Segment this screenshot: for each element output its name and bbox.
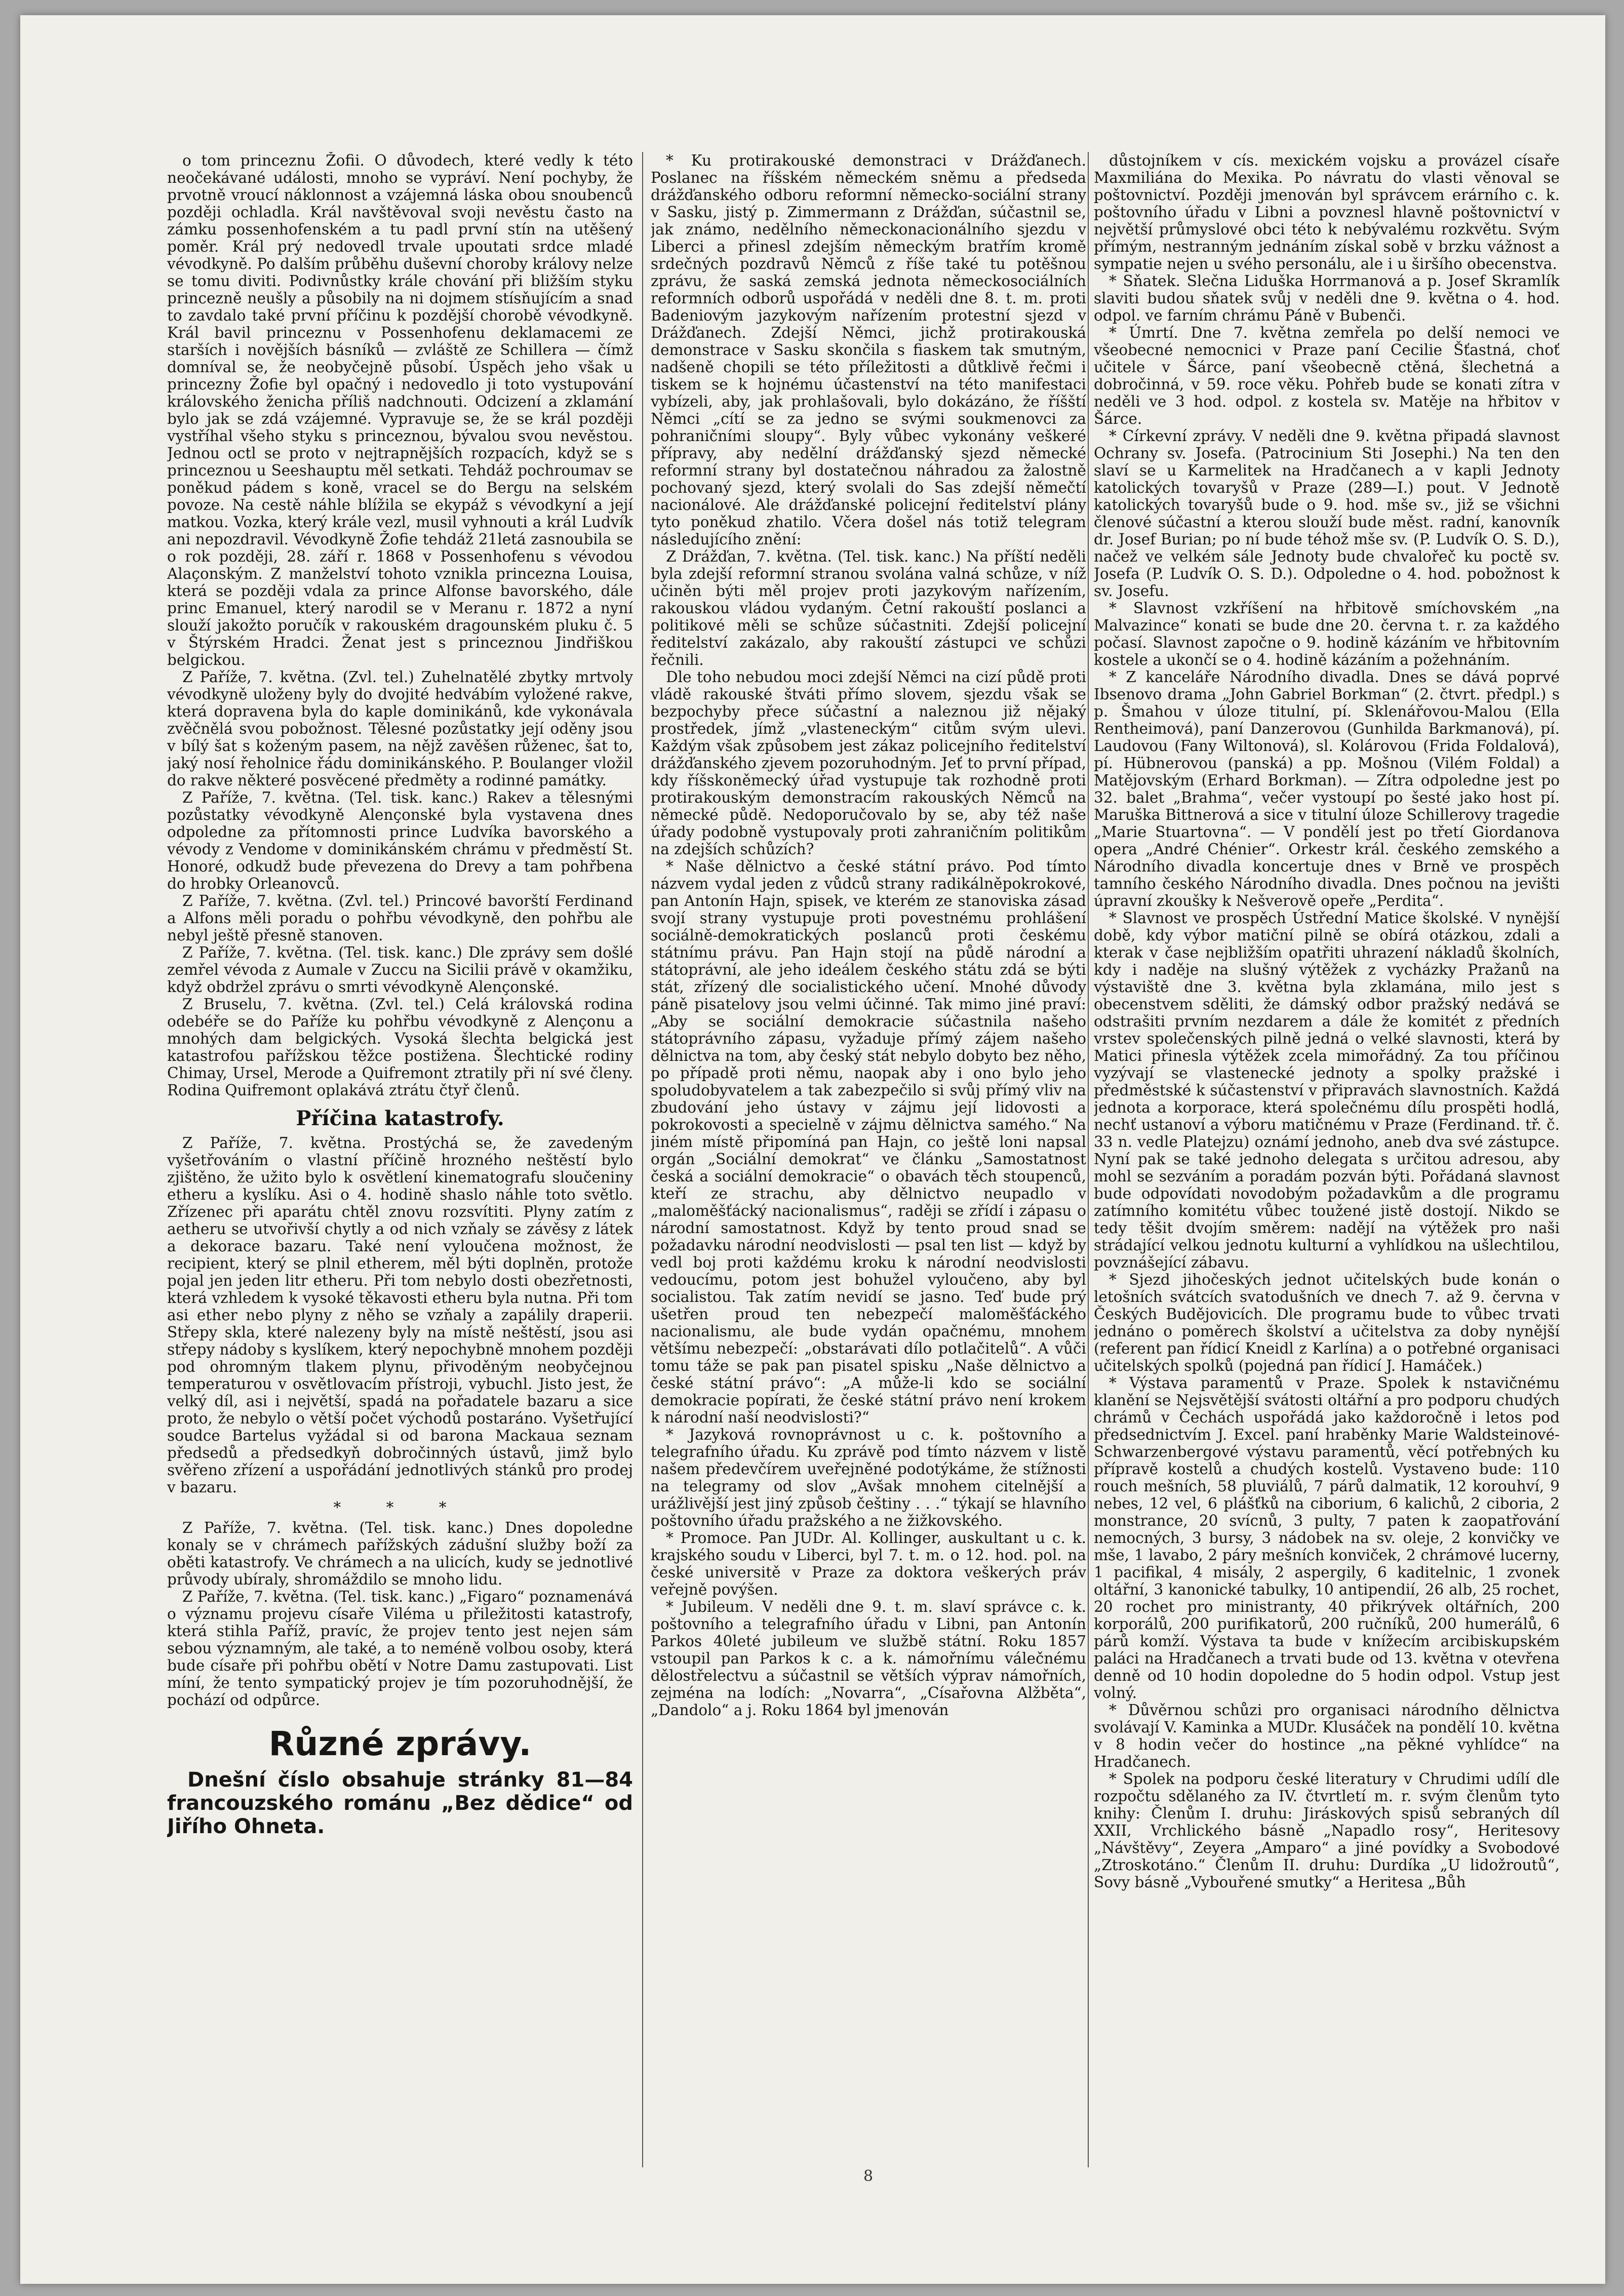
article-paragraph: * Slavnost vzkříšení na hřbitově smíchovském „na Malvazince“ konati se bude dne 20. června t. r. za každého počasí. Slavnost započne o 9. hodině kázáním ve hřbitovním kostele a ukončí se o 4. hodině kázáním a požehnáním. (1094, 600, 1560, 668)
section-heading-large: Různé zprávy. (268, 1724, 532, 1763)
article-paragraph: Z Paříže, 7. května. Prostýchá se, že zavedeným vyšetřováním o vlastní příčině hrozného neštěstí bylo zjištěno, že užito bylo k osvětlení kinematografu sloučeniny etheru a kyslíku. Asi o 4. hodině shaslo náhle toto světlo. Zřízenec při aparátu chtěl znovu rozsvítiti. Plyny zatím z aetheru se utvořivší chytly a od nich vzňaly se závěsy z látek a dekorace bazaru. Také není vyloučena možnost, že recipient, který se plnil etherem, měl býti doplněn, protože pojal jen jeden litr etheru. Při tom nebylo dosti obezřetnosti, která vzhledem k vysoké těkavosti etheru byla nutna. Při tom asi ether nebo plyny z něho se vzňaly a zapálily draperii. Střepy skla, které nalezeny byly na místě neštěstí, jsou asi střepy nádoby s kyslíkem, který nepochybně mnohem později pod ohromným tlakem plynu, přivoděným neobyčejnou temperaturou v osvětlovacím přístroji, vybuchl. Jisto jest, že velký díl, asi i největší, spadá na pořadatele bazaru a sice proto, že nebylo o větší počet východů postaráno. Vyšetřující soudce Bartelus vyžádal si od barona Mackaua seznam předsedů a předsedkyň dobročinných ústavů, jimž bylo svěřeno zřízení a uspořádání jednotlivých stánků pro prodej v bazaru. (167, 1134, 633, 1496)
article-paragraph: * Církevní zprávy. V neděli dne 9. května připadá slavnost Ochrany sv. Josefa. (Patrocinium Sti Josephi.) Na ten den slaví se u Karmelitek na Hradčanech a v kapli Jednoty katolických tovaryšů v Praze (289—I.) pout. V Jednotě katolických tovaryšů bude o 9. hod. mše sv., již se všichni členové súčastní a kterou slouží bude měst. radní, kanovník dr. Josef Burian; po ní bude téhož mše sv. (P. Ludvík O. S. D.), načež ve velkém sále Jednoty bude chvalořeč ku poctě sv. Josefa (P. Ludvík O. S. D.). Odpoledne o 4. hod. pobožnost k sv. Josefu. (1094, 427, 1560, 600)
article-paragraph: Z Paříže, 7. května. (Tel. tisk. kanc.) Rakev a tělesnými pozůstatky vévodkyně Alençonské byla vystavena dnes odpoledne za přítomnosti prince Ludvíka bavorského a vévody z Vendome v dominikánském chrámu v předměstí St. Honoré, odkudž bude převezena do Drevy a tam pohřbena do hrobky Orleanovců. (167, 789, 633, 892)
article-paragraph: * Slavnost ve prospěch Ústřední Matice školské. V nynější době, kdy výbor matiční pilně se obírá otázkou, zdali a kterak v čase nejbližším opatřiti uhrazení nákladů školních, kdy i naděje na slušný výtěžek z vycházky Pražanů na výstaviště dne 3. května byla zklamána, milo jest s obecenstvem sděliti, že dámský odbor pražský nedává se odstrašiti prvním nezdarem a dále že komitét z předních vrstev společenských pilně jedná o velké slavnosti, která by Matici přinesla výtěžek zcela mimořádný. Za tou příčinou vyzývají se vlastenecké jednoty a spolky pražské i předměstské k súčastenství v připravách slavnostních. Každá jednota a korporace, která společnému dílu prospěti hodlá, nechť ustanoví a výboru matičnému v Praze (Ferdinand. tř. č. 33 n. vedle Platejzu) oznámí jednoho, aneb dva své zástupce. Nyní pak se také jednoho delegata s určitou adresou, aby mohl se sezváním a poradám pozván býti. Pořádaná slavnost bude odpovídati novodobým požadavkům a dle programu zatímního komitétu vůbec toužené jistě dostojí. Nikdo se tedy těšit dvojím směrem: nadějí na výtěžek pro naši strádající velkou jednotu kulturní a vyhlídkou na ušlechtilou, povznášející zábavu. (1094, 909, 1560, 1271)
article-paragraph: Z Paříže, 7. května. (Zvl. tel.) Zuhelnatělé zbytky mrtvoly vévodkyně uloženy byly do dvojité hedvábím vyložené rakve, která dopravena byla do kaple dominikánů, kde vykonávala zvěčnělá svou pobožnost. Tělesné pozůstatky její oděny jsou v bílý šat s koženým pasem, na nějž zavěšen růženec, šat to, jaký nosí řeholnice řádu dominikánského. P. Boulanger vložil do rakve některé posvěcené předměty a rodinné památky. (167, 668, 633, 789)
supplement-notice: Dnešní číslo obsahuje stránky 81—84 francouzského románu „Bez dědice“ od Jiřího Ohneta. (167, 1768, 633, 1838)
page-mark: 8 (863, 2167, 874, 2185)
separator-stars: * * * (333, 1499, 467, 1516)
article-paragraph: * Jubileum. V neděli dne 9. t. m. slaví správce c. k. poštovního a telegrafního úřadu v Libni, pan Antonín Parkos 40leté jubileum ve službě státní. Roku 1857 vstoupil pan Parkos k c. a k. námořnímu válečnému dělostřelectvu a súčastnil se větších výprav námořních, zejména na lodích: „Novarra“, „Císařovna Alžběta“, „Dandolo“ a j. Roku 1864 byl jmenován (651, 1598, 1086, 1719)
article-paragraph: * Výstava paramentů v Praze. Spolek k nstavičnému klanění se Nejsvětější svátosti oltářní a pro podporu chudých chrámů v Čechách uspořádá jako každoročně i letos pod předsednictvím J. Excel. paní hraběnky Marie Waldsteinové-Schwarzenbergové výstavu paramentů, věcí potřebných ku přípravě kostelů a chudých kostelů. Vystaveno bude: 110 rouch mešních, 58 pluviálů, 7 párů dalmatik, 12 korouhví, 9 nebes, 12 vel, 6 plášťků na ciborium, 6 kalichů, 2 ciboria, 2 monstrance, 20 svícnů, 3 pulty, 7 paten k zaopatřování nemocných, 3 bursy, 3 nádobek na sv. oleje, 2 konvičky ve mše, 1 lavabo, 2 páry mešních konviček, 2 chrámové lucerny, 1 pacifikal, 4 misály, 2 aspergily, 6 kaditelnic, 1 zvonek oltářní, 3 kanonické tabulky, 10 antipendií, 26 alb, 25 rochet, 20 rochet pro ministranty, 40 přikrývek oltářních, 200 korporálů, 200 purifikatorů, 200 ručníků, 200 humerálů, 6 párů komží. Výstava ta bude v knížecím arcibiskupském paláci na Hradčanech a trvati bude od 13. května v otevřena denně od 10 hodin dopoledne do 5 hodin odpol. Vstup jest volný. (1094, 1374, 1560, 1701)
article-paragraph: * Sňatek. Slečna Liduška Horrmanová a p. Josef Skramlík slaviti budou sňatek svůj v neděli dne 9. května o 4. hod. odpol. ve farním chrámu Páně v Bubenči. (1094, 272, 1560, 324)
article-paragraph: Z Drážďan, 7. května. (Tel. tisk. kanc.) Na příští neděli byla zdejší reformní stranou svolána valná schůze, v níž učiněn býti měl projev proti jazykovým nařízením, rakouskou vládou vydaným. Četní rakouští poslanci a politikové měli se schůze súčastniti. Zdejší policejní ředitelství zakázalo, aby rakouští zástupci ve schůzi řečnili. (651, 548, 1086, 668)
article-paragraph: Z Paříže, 7. května. (Zvl. tel.) Princové bavorští Ferdinand a Alfons měli poradu o pohřbu vévodkyně, den pohřbu ale nebyl ještě přesně stanoven. (167, 892, 633, 944)
column-left (167, 152, 633, 1955)
column-divider (1088, 152, 1089, 2167)
newspaper-page (20, 15, 1605, 2284)
article-paragraph: * Sjezd jihočeských jednot učitelských bude konán o letošních svátcích svatodušních ve dnech 7. až 9. června v Českých Budějovicích. Dle programu bude to vůbec trvati jednáno o poměrech školství a učitelstva za doby nynější (referent pan řídicí Kneidl z Karlína) a o potřebné organisaci učitelských spolků (pojedná pan řídicí J. Hamáček.) (1094, 1271, 1560, 1374)
article-paragraph: Dle toho nebudou moci zdejší Němci na cizí půdě proti vládě rakouské štváti přímo slovem, sjezdu však se bezpochyby přece súčastní a naleznou již nějaký prostředek, jímž „vlasteneckým“ citům svým ulevi. Každým však způsobem jest zákaz policejního ředitelství drážďanského zjevem pozoruhodným. Jeť to první případ, kdy říšskoněmecký úřad vystupuje tak rozhodně proti protirakouským demonstracím rakouských Němců na německé půdě. Nedoporučovalo by se, aby též naše úřady podobně vystupovaly proti zahraničním politikům na zdejších schůzích? (651, 668, 1086, 858)
article-paragraph: Z Paříže, 7. května. (Tel. tisk. kanc.) Dle zprávy sem došlé zemřel vévoda z Aumale v Zuccu na Sicilii právě v okamžiku, když obdržel zprávu o smrti vévodkyně Alençonské. (167, 944, 633, 996)
article-paragraph: * Promoce. Pan JUDr. Al. Kollinger, auskultant u c. k. krajského soudu v Liberci, byl 7. t. m. o 12. hod. pol. na české universitě v Praze za doktora veškerých práv veřejně povýšen. (651, 1529, 1086, 1598)
article-paragraph: * Spolek na podporu české literatury v Chrudimi udílí dle rozpočtu sdělaného za IV. čtvrtletí m. r. svým členům tyto knihy: Členům I. druhu: Jiráskových spisů sebraných díl XXII, Vrchlického básně „Napadlo rosy“, Heritesovy „Návštěvy“, Zeyera „Amparo“ a jiné povídky a Svobodové „Ztroskotáno.“ Členům II. druhu: Durdíka „U lidožroutů“, Sovy básně „Vybouřené smutky“ a Heritesa „Bůh (1094, 1770, 1560, 1891)
article-paragraph: * Úmrtí. Dne 7. května zemřela po delší nemoci ve všeobecné nemocnici v Praze paní Cecilie Šťastná, choť učitele v Šárce, paní všeobecně ctěná, šlechetná a dobročinná, v 59. roce věku. Pohřeb bude se konati zítra v neděli ve 3 hod. odpol. z kostela sv. Matěje na hřbitov v Šárce. (1094, 324, 1560, 427)
article-paragraph: Z Bruselu, 7. května. (Zvl. tel.) Celá královská rodina odebéře se do Paříže ku pohřbu vévodkyně z Alençonu a mnohých dam belgických. Vysoká šlechta belgická jest katastrofou pařížskou těžce postižena. Šlechtické rodiny Chimay, Ursel, Merode a Quifremont ztratily při ní své členy. Rodina Quifremont oplakává ztrátu čtyř členů. (167, 996, 633, 1099)
article-paragraph: * Jazyková rovnoprávnost u c. k. poštovního a telegrafního úřadu. Ku zprávě pod tímto názvem v listě našem předevčírem uveřejněné podotýkáme, že stížnosti na telegramy od slov „Avšak mnohem citelnější a urážlivější jest jiný způsob češtiny . . .“ týkají se hlavního poštovního úřadu pražského a ne žižkovského. (651, 1426, 1086, 1529)
article-paragraph: * Důvěrnou schůzi pro organisaci národního dělnictva svolávají V. Kaminka a MUDr. Klusáček na pondělí 10. května v 8 hodin večer do hostince „na pěkné vyhlídce“ na Hradčanech. (1094, 1701, 1560, 1770)
article-paragraph: * Naše dělnictvo a české státní právo. Pod tímto názvem vydal jeden z vůdců strany radikálněpokrokové, pan Antonín Hajn, spisek, ve kterém ze stanoviska zásad svojí strany vystupuje proti povestnému prohlášení sociálně-demokratických poslanců proti českému státnímu právu. Pan Hajn stojí na půdě národní a státoprávní, ale jeho ideálem českého státu zdá se býti stát, zřízený dle socialistického učení. Mnohé důvody páně pisatelovy jsou velmi účinné. Tak mimo jiné praví: „Aby se sociální demokracie súčastnila našeho státoprávního zápasu, vyžaduje přímý zájem našeho dělnictva na tom, aby český stát nebylo dobyto bez něho, po případě proti němu, naopak aby i ono bylo jeho spoludobyvatelem a tak zabezpečilo si svůj přímý vliv na zbudování jeho ústavy v zájmu její lidovosti a pokrokovosti a specielně v zájmu dělnictva samého.“ Na jiném místě připomíná pan Hajn, co ještě loni napsal orgán „Sociální demokrat“ ve článku „Samostatnost česká a sociální demokracie“ o obavách těch stoupenců, kteří ze strachu, aby dělnictvo neupadlo v „maloměšťácký nacionalismus“, raději se zřídí i zápasu o národní samostatnost. Když by tento proud snad se požadavku národní neodvislosti — psal ten list — když by vedl boj proti každému kroku k národní neodvislosti vedoucímu, potom jest bohužel vyloučeno, aby byl socialistou. Tak zatím nevidí se jasno. Teď bude prý ušetřen proud ten nebezpečí maloměšťáckého nacionalismu, ale bude vydán opačnému, mnohem většímu nebezpečí: „obstarávati dílo potlačitelů“. A vůči tomu táže se pak pan pisatel spisku „Naše dělnictvo a české státní právo“: „A může-li kdo se sociální demokracie popírati, že české státní právo není krokem k národní naší neodvislosti?“ (651, 858, 1086, 1426)
article-paragraph: o tom princeznu Žofii. O důvodech, které vedly k této neočekávané události, mnoho se vypráví. Není pochyby, že prvotně vroucí náklonnost a vzájemná láska obou snoubenců později ochladla. Král navštěvoval svoji nevěstu často na zámku possenhofenském a tu padl první stín na utěšený poměr. Král prý nedovedl trvale upoutati srdce mladé vévodkyně. Po dalším průběhu duševní choroby královy nelze se tomu diviti. Podivnůstky krále chování při bližším styku princezně neušly a působily na ni dojmem stísňujícím a snad to zavdalo také první příčinu k pozdější chorobě vévodkyně. Král bavil princeznu v Possenhofenu deklamacemi ze starších i novějších básníků — zvláště ze Schillera — čímž domníval se, že neobyčejně působí. Úspěch jeho však u princezny Žofie byl opačný i nedovedlo ji toto vystupování královského ženicha příliš nadchnouti. Odcizení a zklamání bylo jak se zdá vzájemné. Vypravuje se, že se král později vystříhal všeho styku s princeznou, bývalou svou nevěstou. Jednou octl se proto v nejtrapnějších rozpacích, když se s princeznou u Seeshauptu měl setkati. Tehdáž pochroumav se poněkud pádem s koně, vracel se do Bergu na selském povoze. Na cestě náhle blížila se ekypáž s vévodkyní a její matkou. Vozka, který krále vezl, musil vyhnouti a král Ludvík ani nepozdravil. Vévodkyně Žofie tehdáž 21letá zasnoubila se o rok později, 28. září r. 1868 v Possenhofenu s vévodou Alaçonským. Z manželství tohoto vznikla princezna Louisa, která se později vdala za prince Alfonse bavorského, dále princ Emanuel, který narodil se v Meranu r. 1872 a nyní slouží jakožto poručík v rakouském dragounském pluku č. 5 v Štýrském Hradci. Ženat jest s princeznou Jindřiškou belgickou. (167, 152, 633, 668)
article-paragraph: * Ku protirakouské demonstraci v Drážďanech. Poslanec na říšském německém sněmu a předseda drážďanského odboru reformní německo-sociální strany v Sasku, jistý p. Zimmermann z Drážďan, súčastnil se, jak známo, nedělního německonacionálního sjezdu v Liberci a přinesl zdejším německým bratřím kromě srdečných pozdravů Němců z říše také tu potěšnou zprávu, že saská zemská jednota německosociálních reformních odborů uspořádá v neděli dne 8. t. m. proti Badeniovým jazykovým nařízením protestní sjezd v Drážďanech. Zdejší Němci, jichž protirakouská demonstrace v Sasku skončila s fiaskem tak smutným, nadšeně chopili se této příležitosti a důtklivě řečmi i tiskem se k hojnému účastenství na této manifestaci vybízeli, aby, jak prohlašovali, bylo dokázáno, že říšští Němci „cítí se za jedno se svými soukmenovci za pohraničními sloupy“. Byly vůbec vykonány veškeré přípravy, aby nedělní drážďanský sjezd německé reformní strany byl dostatečnou náhradou za žalostně pochovaný sjezd, který svolali do Sas zdejší němečtí nacionálové. Ale drážďanské policejní ředitelství plány tyto poněkud zhatilo. Včera došel nás totiž telegram následujícího znění: (651, 152, 1086, 548)
column-middle (651, 152, 1086, 2157)
column-divider (642, 152, 643, 2167)
article-paragraph: důstojníkem v cís. mexickém vojsku a provázel císaře Maxmiliána do Mexika. Po návratu do vlasti věnoval se poštovnictví. Později jmenován byl správcem erárního c. k. poštovního úřadu v Libni a povznesl hlavně poštovnictví v největší průmyslové obci této k nebývalému rozkvětu. Svým přímým, nestranným jednáním získal sobě v brzku vážnost a sympatie nejen u svého personálu, ale i u širšího obecenstva. (1094, 152, 1560, 272)
article-paragraph: * Z kanceláře Národního divadla. Dnes se dává poprvé Ibsenovo drama „John Gabriel Borkman“ (2. čtvrt. předpl.) s p. Šmahou v úloze titulní, pí. Sklenářovou-Malou (Ella Rentheimová), paní Danzerovou (Gunhilda Barkmanová), pí. Laudovou (Fany Wiltonová), sl. Kolárovou (Frida Foldalová), pí. Hübnerovou (panská) a pp. Mošnou (Vilém Foldal) a Matějovským (Erhard Borkman). — Zítra odpoledne jest po 32. balet „Brahma“, večer vystoupí po šesté jako host pí. Maruška Bittnerová a sice v titulní úloze Schillerovy tragedie „Marie Stuartovna“. — V pondělí jest po třetí Giordanova opera „André Chénier“. Orkestr král. českého zemského a Národního divadla koncertuje dnes v Brně ve prospěch tamního českého Národního divadla. Dnes počnou na jevišti úpravní zkoušky k Nešverově opeře „Perdita“. (1094, 668, 1560, 909)
article-paragraph: Z Paříže, 7. května. (Tel. tisk. kanc.) „Figaro“ poznamenává o významu projevu císaře Viléma u přiležitosti katastrofy, která stihla Paříž, pravíc, že projev tento jest nejen sám sebou významným, ale také, a to neméně volbou osoby, která bude císaře při pohřbu obětí v Notre Damu zastupovati. List míní, že tento sympatický projev je tím pozoruhodnější, že pochází od odpůrce. (167, 1588, 633, 1709)
column-right (1094, 152, 1560, 2178)
section-heading: Příčina katastrofy. (296, 1106, 504, 1130)
article-paragraph: Z Paříže, 7. května. (Tel. tisk. kanc.) Dnes dopoledne konaly se v chrámech pařížských zádušní služby boží za oběti katastrofy. Ve chrámech a na ulicích, kudy se jednotlivé průvody ubíraly, shromáždilo se mnoho lidu. (167, 1519, 633, 1588)
